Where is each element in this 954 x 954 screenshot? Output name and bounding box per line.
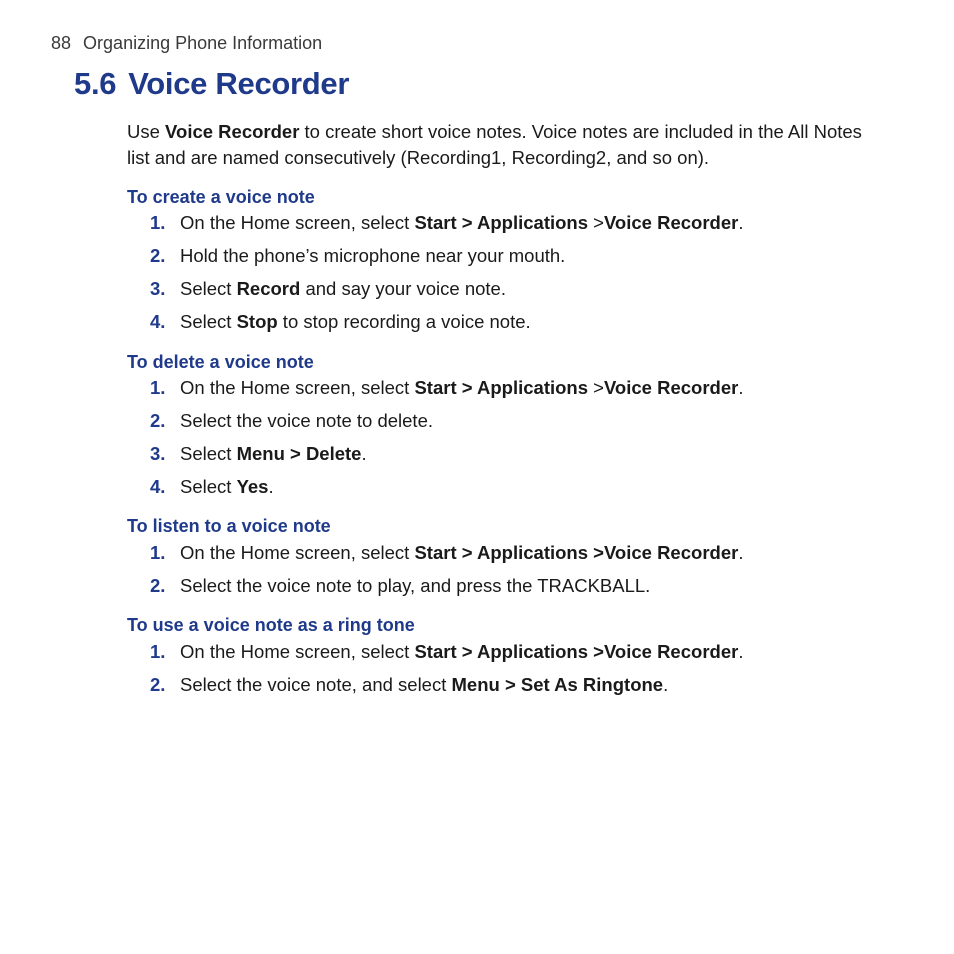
step-number: 1.	[150, 542, 166, 563]
step-text: Select	[180, 278, 237, 299]
step-bold: Stop	[236, 311, 278, 332]
subheading-create: To create a voice note	[127, 187, 315, 207]
chapter-title: Organizing Phone Information	[83, 33, 323, 53]
step-text: On the Home screen, select	[180, 542, 415, 563]
section-name: Voice Recorder	[128, 66, 350, 101]
step-text: On the Home screen, select	[180, 212, 415, 233]
step-text: Select	[180, 476, 237, 497]
step-item	[150, 311, 910, 344]
page-number: 88	[51, 33, 72, 53]
step-text: Select the voice note, and select	[180, 674, 452, 695]
step-number: 1.	[150, 641, 166, 662]
step-item	[150, 542, 910, 575]
step-bold: Record	[236, 278, 301, 299]
step-number: 2.	[150, 575, 166, 596]
step-bold: Voice Recorder	[603, 377, 739, 398]
step-bold: Menu > Delete	[236, 443, 362, 464]
subheading-ringtone: To use a voice note as a ring tone	[127, 615, 415, 635]
step-text: .	[738, 542, 744, 563]
steps-listen	[150, 542, 910, 608]
step-text: .	[663, 674, 669, 695]
step-number: 1.	[150, 377, 166, 398]
step-text: Select the voice note to delete.	[180, 410, 434, 431]
step-number: 3.	[150, 443, 166, 464]
steps-ringtone	[150, 641, 910, 707]
steps-delete	[150, 377, 910, 509]
step-item	[150, 278, 910, 311]
step-bold: Yes	[236, 476, 269, 497]
section-title	[74, 66, 349, 102]
page-header	[51, 33, 322, 54]
step-text: >	[588, 377, 604, 398]
step-text: to stop recording a voice note.	[277, 311, 531, 332]
step-text: .	[738, 212, 744, 233]
step-number: 2.	[150, 674, 166, 695]
step-item	[150, 641, 910, 674]
step-text: Select the voice note to play, and press the TRACKBALL.	[180, 575, 651, 596]
step-text: Select	[180, 443, 237, 464]
step-text: On the Home screen, select	[180, 641, 415, 662]
step-text: .	[738, 641, 744, 662]
step-item	[150, 410, 910, 443]
step-item	[150, 476, 910, 509]
step-item	[150, 245, 910, 278]
step-number: 2.	[150, 410, 166, 431]
intro-text-start: Use	[127, 121, 166, 142]
step-number: 1.	[150, 212, 166, 233]
step-bold: Voice Recorder	[603, 212, 739, 233]
step-bold: Start > Applications >Voice Recorder	[414, 641, 739, 662]
step-text: and say your voice note.	[300, 278, 506, 299]
step-text: Hold the phone’s microphone near your mouth.	[180, 245, 566, 266]
step-text: On the Home screen, select	[180, 377, 415, 398]
step-bold: Start > Applications	[414, 212, 589, 233]
step-item	[150, 212, 910, 245]
step-item	[150, 443, 910, 476]
step-bold: Start > Applications >Voice Recorder	[414, 542, 739, 563]
step-text: .	[268, 476, 274, 497]
step-number: 4.	[150, 476, 166, 497]
step-item	[150, 674, 910, 707]
step-text: >	[588, 212, 604, 233]
step-text: .	[738, 377, 744, 398]
step-number: 4.	[150, 311, 166, 332]
intro-text-end: to create short voice notes. Voice notes are included in the All Notes list and are named consecutively (Recording1, Recording2, and so on).	[127, 121, 862, 168]
intro-paragraph	[127, 119, 887, 171]
steps-create	[150, 212, 910, 344]
section-number: 5.6	[74, 66, 117, 101]
step-item	[150, 377, 910, 410]
step-item	[150, 575, 910, 608]
step-text: Select	[180, 311, 237, 332]
step-bold: Start > Applications	[414, 377, 589, 398]
subheading-listen: To listen to a voice note	[127, 516, 331, 536]
step-number: 2.	[150, 245, 166, 266]
intro-app-name: Voice Recorder	[165, 121, 300, 142]
step-text: .	[361, 443, 367, 464]
step-number: 3.	[150, 278, 166, 299]
subheading-delete: To delete a voice note	[127, 352, 314, 372]
step-bold: Menu > Set As Ringtone	[451, 674, 664, 695]
